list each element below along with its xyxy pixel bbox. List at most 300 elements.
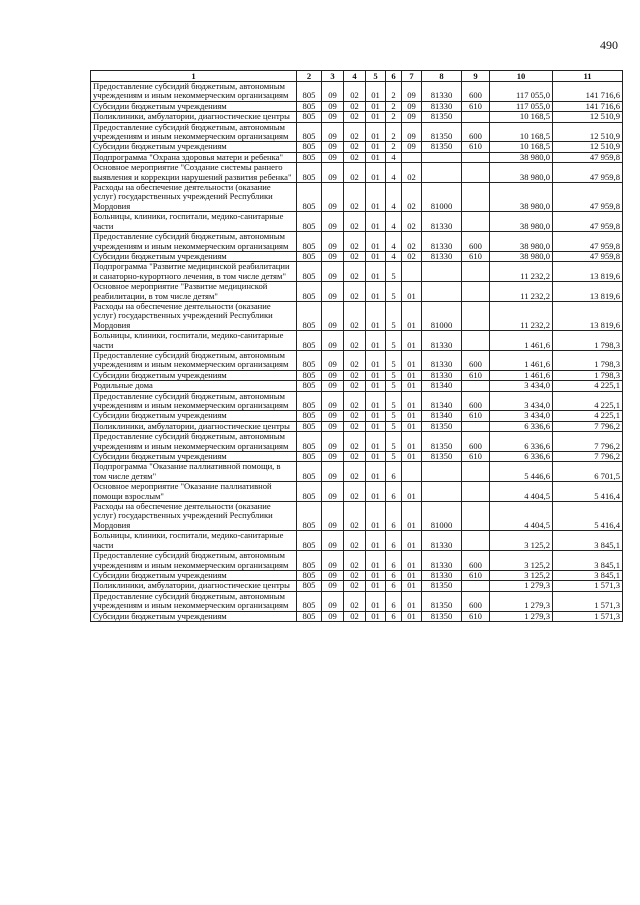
row-cell-col8: 81330 <box>422 232 462 252</box>
row-cell-col11: 47 959,8 <box>553 152 623 162</box>
row-cell-col9: 610 <box>462 452 490 462</box>
row-cell-col11: 47 959,8 <box>553 212 623 232</box>
row-cell-col10: 1 279,3 <box>490 581 553 591</box>
row-cell-col2: 805 <box>297 452 322 462</box>
row-cell-col2: 805 <box>297 411 322 421</box>
row-cell-col2: 805 <box>297 152 322 162</box>
row-cell-col3: 09 <box>322 163 344 183</box>
row-cell-col4: 02 <box>344 152 366 162</box>
row-cell-col3: 09 <box>322 432 344 452</box>
row-cell-col5: 01 <box>366 350 386 370</box>
row-cell-col10: 3 125,2 <box>490 570 553 580</box>
row-cell-col9 <box>462 502 490 531</box>
row-cell-col6: 2 <box>386 122 402 142</box>
row-cell-col9: 600 <box>462 232 490 252</box>
row-cell-col3: 09 <box>322 232 344 252</box>
row-cell-col3: 09 <box>322 502 344 531</box>
row-cell-col8: 81350 <box>422 112 462 122</box>
row-cell-col10: 11 232,2 <box>490 301 553 330</box>
row-cell-col8: 81330 <box>422 350 462 370</box>
row-cell-col10: 1 279,3 <box>490 591 553 611</box>
row-cell-col2: 805 <box>297 482 322 502</box>
row-cell-col2: 805 <box>297 82 322 102</box>
row-cell-col10: 6 336,6 <box>490 452 553 462</box>
row-cell-col6: 6 <box>386 591 402 611</box>
row-cell-col9: 610 <box>462 411 490 421</box>
row-cell-col11: 1 798,3 <box>553 331 623 351</box>
row-cell-col2: 805 <box>297 142 322 152</box>
header-cell-4: 4 <box>344 71 366 82</box>
table-row <box>91 163 623 183</box>
row-cell-col4: 02 <box>344 391 366 411</box>
row-name-cell: Больницы, клиники, госпитали, медико-санитарные части <box>91 212 297 232</box>
row-cell-col5: 01 <box>366 551 386 571</box>
row-cell-col6: 5 <box>386 350 402 370</box>
row-name-cell: Субсидии бюджетным учреждениям <box>91 370 297 380</box>
row-cell-col6: 6 <box>386 581 402 591</box>
row-cell-col4: 02 <box>344 502 366 531</box>
row-cell-col6: 5 <box>386 421 402 431</box>
row-cell-col4: 02 <box>344 282 366 302</box>
row-name-cell: Предоставление субсидий бюджетным, автономным учреждениям и иным некоммерческим организациям <box>91 350 297 370</box>
row-name-cell: Предоставление субсидий бюджетным, автономным учреждениям и иным некоммерческим организациям <box>91 391 297 411</box>
row-cell-col2: 805 <box>297 251 322 261</box>
row-cell-col3: 09 <box>322 570 344 580</box>
row-cell-col3: 09 <box>322 251 344 261</box>
row-cell-col2: 805 <box>297 112 322 122</box>
row-cell-col8 <box>422 462 462 482</box>
row-cell-col6: 2 <box>386 112 402 122</box>
row-cell-col5: 01 <box>366 112 386 122</box>
row-cell-col2: 805 <box>297 391 322 411</box>
row-cell-col3: 09 <box>322 112 344 122</box>
row-cell-col11: 12 510,9 <box>553 142 623 152</box>
row-name-cell: Поликлиники, амбулатории, диагностические центры <box>91 421 297 431</box>
row-cell-col6: 6 <box>386 462 402 482</box>
row-cell-col11: 141 716,6 <box>553 101 623 111</box>
row-cell-col11: 47 959,8 <box>553 232 623 252</box>
row-name-cell: Подпрограмма "Оказание паллиативной помощи, в том числе детям" <box>91 462 297 482</box>
row-cell-col5: 01 <box>366 370 386 380</box>
table-row <box>91 482 623 502</box>
row-name-cell: Основное мероприятие "Создание системы раннего выявления и коррекции нарушений развития ребенка" <box>91 163 297 183</box>
row-cell-col8 <box>422 282 462 302</box>
row-cell-col8: 81350 <box>422 122 462 142</box>
row-cell-col7: 09 <box>402 101 422 111</box>
table-row <box>91 591 623 611</box>
row-cell-col5: 01 <box>366 163 386 183</box>
row-cell-col11: 47 959,8 <box>553 251 623 261</box>
table-row <box>91 82 623 102</box>
row-cell-col3: 09 <box>322 462 344 482</box>
row-cell-col3: 09 <box>322 183 344 212</box>
row-cell-col6: 5 <box>386 411 402 421</box>
row-cell-col4: 02 <box>344 570 366 580</box>
row-cell-col7: 01 <box>402 432 422 452</box>
row-cell-col11: 3 845,1 <box>553 551 623 571</box>
table-row <box>91 282 623 302</box>
row-cell-col7: 01 <box>402 370 422 380</box>
row-cell-col2: 805 <box>297 282 322 302</box>
table-row <box>91 262 623 282</box>
row-cell-col10: 4 404,5 <box>490 502 553 531</box>
row-cell-col4: 02 <box>344 452 366 462</box>
table-row <box>91 452 623 462</box>
row-cell-col2: 805 <box>297 381 322 391</box>
row-cell-col5: 01 <box>366 122 386 142</box>
row-cell-col6: 4 <box>386 212 402 232</box>
row-cell-col5: 01 <box>366 212 386 232</box>
row-cell-col3: 09 <box>322 452 344 462</box>
row-cell-col7: 01 <box>402 611 422 621</box>
row-cell-col8: 81330 <box>422 551 462 571</box>
row-cell-col6: 6 <box>386 570 402 580</box>
row-cell-col8: 81350 <box>422 581 462 591</box>
row-cell-col10: 38 980,0 <box>490 212 553 232</box>
row-cell-col7: 01 <box>402 350 422 370</box>
row-cell-col4: 02 <box>344 122 366 142</box>
row-cell-col9: 610 <box>462 570 490 580</box>
row-cell-col3: 09 <box>322 421 344 431</box>
row-cell-col5: 01 <box>366 282 386 302</box>
row-cell-col10: 1 279,3 <box>490 611 553 621</box>
row-cell-col6: 5 <box>386 282 402 302</box>
row-cell-col2: 805 <box>297 581 322 591</box>
row-cell-col3: 09 <box>322 142 344 152</box>
row-cell-col4: 02 <box>344 232 366 252</box>
header-cell-2: 2 <box>297 71 322 82</box>
row-cell-col7: 02 <box>402 183 422 212</box>
row-name-cell: Предоставление субсидий бюджетным, автономным учреждениям и иным некоммерческим организациям <box>91 122 297 142</box>
row-cell-col4: 02 <box>344 432 366 452</box>
row-cell-col9 <box>462 381 490 391</box>
row-cell-col6: 5 <box>386 262 402 282</box>
row-cell-col11: 13 819,6 <box>553 262 623 282</box>
row-cell-col7: 01 <box>402 452 422 462</box>
row-cell-col3: 09 <box>322 531 344 551</box>
row-cell-col7: 02 <box>402 163 422 183</box>
row-cell-col9: 610 <box>462 101 490 111</box>
row-cell-col11: 12 510,9 <box>553 112 623 122</box>
header-cell-3: 3 <box>322 71 344 82</box>
row-cell-col5: 01 <box>366 183 386 212</box>
row-cell-col8 <box>422 152 462 162</box>
row-cell-col2: 805 <box>297 611 322 621</box>
row-cell-col2: 805 <box>297 370 322 380</box>
table-row <box>91 611 623 621</box>
row-cell-col11: 3 845,1 <box>553 570 623 580</box>
row-name-cell: Больницы, клиники, госпитали, медико-санитарные части <box>91 531 297 551</box>
row-cell-col9 <box>462 152 490 162</box>
row-cell-col9 <box>462 581 490 591</box>
row-cell-col4: 02 <box>344 411 366 421</box>
row-cell-col11: 12 510,9 <box>553 122 623 142</box>
row-cell-col3: 09 <box>322 301 344 330</box>
row-cell-col9: 610 <box>462 142 490 152</box>
row-cell-col5: 01 <box>366 531 386 551</box>
row-cell-col9 <box>462 163 490 183</box>
row-cell-col8: 81000 <box>422 301 462 330</box>
row-cell-col5: 01 <box>366 502 386 531</box>
row-cell-col7: 01 <box>402 421 422 431</box>
row-cell-col3: 09 <box>322 581 344 591</box>
row-cell-col5: 01 <box>366 482 386 502</box>
row-cell-col7: 09 <box>402 82 422 102</box>
row-cell-col10: 117 055,0 <box>490 82 553 102</box>
table-row <box>91 232 623 252</box>
row-name-cell: Расходы на обеспечение деятельности (оказание услуг) государственных учреждений Республики Мордовия <box>91 183 297 212</box>
row-cell-col11: 13 819,6 <box>553 282 623 302</box>
table-row <box>91 331 623 351</box>
row-cell-col11: 141 716,6 <box>553 82 623 102</box>
row-cell-col9: 600 <box>462 391 490 411</box>
row-cell-col7: 01 <box>402 301 422 330</box>
row-cell-col7: 02 <box>402 251 422 261</box>
row-cell-col5: 01 <box>366 570 386 580</box>
row-cell-col10: 38 980,0 <box>490 183 553 212</box>
row-cell-col10: 38 980,0 <box>490 232 553 252</box>
header-cell-10: 10 <box>490 71 553 82</box>
row-cell-col6: 2 <box>386 101 402 111</box>
row-cell-col11: 4 225,1 <box>553 381 623 391</box>
table-row <box>91 462 623 482</box>
row-cell-col2: 805 <box>297 462 322 482</box>
row-cell-col7: 01 <box>402 591 422 611</box>
row-name-cell: Расходы на обеспечение деятельности (оказание услуг) государственных учреждений Республики Мордовия <box>91 301 297 330</box>
row-cell-col6: 5 <box>386 381 402 391</box>
row-cell-col5: 01 <box>366 591 386 611</box>
row-name-cell: Расходы на обеспечение деятельности (оказание услуг) государственных учреждений Республики Мордовия <box>91 502 297 531</box>
row-cell-col4: 02 <box>344 581 366 591</box>
row-cell-col7: 01 <box>402 502 422 531</box>
row-cell-col8 <box>422 262 462 282</box>
table-row <box>91 411 623 421</box>
row-cell-col3: 09 <box>322 331 344 351</box>
row-cell-col4: 02 <box>344 101 366 111</box>
row-cell-col4: 02 <box>344 611 366 621</box>
row-name-cell: Поликлиники, амбулатории, диагностические центры <box>91 112 297 122</box>
row-cell-col9: 610 <box>462 611 490 621</box>
row-cell-col7: 01 <box>402 581 422 591</box>
row-cell-col2: 805 <box>297 183 322 212</box>
table-row <box>91 551 623 571</box>
row-cell-col7: 01 <box>402 331 422 351</box>
row-cell-col7: 01 <box>402 570 422 580</box>
row-cell-col5: 01 <box>366 581 386 591</box>
row-cell-col7: 01 <box>402 391 422 411</box>
row-cell-col9: 600 <box>462 350 490 370</box>
row-cell-col10: 1 461,6 <box>490 350 553 370</box>
row-cell-col9 <box>462 282 490 302</box>
row-cell-col8: 81330 <box>422 531 462 551</box>
row-cell-col10: 6 336,6 <box>490 421 553 431</box>
table-row <box>91 301 623 330</box>
header-cell-9: 9 <box>462 71 490 82</box>
row-cell-col9 <box>462 531 490 551</box>
row-cell-col6: 5 <box>386 432 402 452</box>
row-cell-col7: 09 <box>402 112 422 122</box>
row-cell-col10: 3 434,0 <box>490 381 553 391</box>
row-name-cell: Субсидии бюджетным учреждениям <box>91 101 297 111</box>
row-cell-col8: 81350 <box>422 142 462 152</box>
row-cell-col7 <box>402 462 422 482</box>
row-cell-col11: 1 571,3 <box>553 581 623 591</box>
row-cell-col2: 805 <box>297 591 322 611</box>
row-cell-col3: 09 <box>322 82 344 102</box>
row-cell-col2: 805 <box>297 331 322 351</box>
row-cell-col9: 600 <box>462 432 490 452</box>
row-cell-col6: 6 <box>386 531 402 551</box>
row-cell-col6: 2 <box>386 82 402 102</box>
row-cell-col7: 01 <box>402 381 422 391</box>
row-cell-col7: 01 <box>402 531 422 551</box>
table-row <box>91 122 623 142</box>
row-cell-col7: 01 <box>402 482 422 502</box>
row-cell-col10: 6 336,6 <box>490 432 553 452</box>
row-cell-col4: 02 <box>344 350 366 370</box>
row-cell-col10: 1 461,6 <box>490 331 553 351</box>
row-cell-col3: 09 <box>322 122 344 142</box>
row-cell-col8 <box>422 482 462 502</box>
row-cell-col9 <box>462 421 490 431</box>
row-cell-col4: 02 <box>344 331 366 351</box>
row-cell-col2: 805 <box>297 122 322 142</box>
row-cell-col8: 81350 <box>422 611 462 621</box>
row-cell-col5: 01 <box>366 232 386 252</box>
row-cell-col8: 81340 <box>422 381 462 391</box>
row-cell-col4: 02 <box>344 163 366 183</box>
row-cell-col5: 01 <box>366 391 386 411</box>
row-cell-col5: 01 <box>366 142 386 152</box>
row-cell-col11: 7 796,2 <box>553 421 623 431</box>
row-cell-col2: 805 <box>297 432 322 452</box>
row-cell-col4: 02 <box>344 142 366 152</box>
table-row <box>91 531 623 551</box>
row-cell-col4: 02 <box>344 112 366 122</box>
row-cell-col6: 5 <box>386 331 402 351</box>
row-cell-col8: 81350 <box>422 452 462 462</box>
table-row <box>91 570 623 580</box>
row-cell-col6: 6 <box>386 611 402 621</box>
table-row <box>91 421 623 431</box>
row-cell-col5: 01 <box>366 381 386 391</box>
row-cell-col2: 805 <box>297 301 322 330</box>
row-cell-col8: 81350 <box>422 421 462 431</box>
row-cell-col2: 805 <box>297 502 322 531</box>
row-cell-col10: 10 168,5 <box>490 122 553 142</box>
row-cell-col4: 02 <box>344 301 366 330</box>
row-cell-col5: 01 <box>366 462 386 482</box>
row-cell-col11: 5 416,4 <box>553 502 623 531</box>
row-cell-col8: 81340 <box>422 391 462 411</box>
row-cell-col9: 610 <box>462 251 490 261</box>
row-cell-col6: 4 <box>386 163 402 183</box>
row-name-cell: Основное мероприятие "Развитие медицинской реабилитации, в том числе детям" <box>91 282 297 302</box>
row-cell-col6: 6 <box>386 482 402 502</box>
row-cell-col6: 5 <box>386 301 402 330</box>
row-cell-col6: 4 <box>386 152 402 162</box>
row-cell-col2: 805 <box>297 350 322 370</box>
row-cell-col8: 81330 <box>422 101 462 111</box>
row-cell-col9 <box>462 331 490 351</box>
table-row <box>91 502 623 531</box>
header-cell-8: 8 <box>422 71 462 82</box>
row-name-cell: Предоставление субсидий бюджетным, автономным учреждениям и иным некоммерческим организациям <box>91 551 297 571</box>
row-name-cell: Подпрограмма "Развитие медицинской реабилитации и санаторно-курортного лечения, в том числе детям" <box>91 262 297 282</box>
row-cell-col9 <box>462 112 490 122</box>
header-cell-11: 11 <box>553 71 623 82</box>
row-cell-col10: 10 168,5 <box>490 112 553 122</box>
row-cell-col11: 3 845,1 <box>553 531 623 551</box>
row-cell-col2: 805 <box>297 531 322 551</box>
row-cell-col10: 11 232,2 <box>490 282 553 302</box>
row-cell-col3: 09 <box>322 411 344 421</box>
row-name-cell: Субсидии бюджетным учреждениям <box>91 411 297 421</box>
row-cell-col6: 2 <box>386 142 402 152</box>
row-cell-col7 <box>402 262 422 282</box>
row-name-cell: Предоставление субсидий бюджетным, автономным учреждениям и иным некоммерческим организациям <box>91 432 297 452</box>
row-cell-col5: 01 <box>366 432 386 452</box>
row-cell-col2: 805 <box>297 570 322 580</box>
row-cell-col4: 02 <box>344 551 366 571</box>
table-row <box>91 142 623 152</box>
table-row <box>91 391 623 411</box>
table-row <box>91 581 623 591</box>
row-cell-col11: 1 798,3 <box>553 370 623 380</box>
row-cell-col6: 4 <box>386 183 402 212</box>
table-row <box>91 101 623 111</box>
row-name-cell: Субсидии бюджетным учреждениям <box>91 611 297 621</box>
row-cell-col11: 13 819,6 <box>553 301 623 330</box>
row-cell-col4: 02 <box>344 381 366 391</box>
row-cell-col11: 1 571,3 <box>553 611 623 621</box>
table-row <box>91 350 623 370</box>
row-cell-col10: 38 980,0 <box>490 163 553 183</box>
row-cell-col2: 805 <box>297 551 322 571</box>
row-cell-col5: 01 <box>366 152 386 162</box>
row-name-cell: Родильные дома <box>91 381 297 391</box>
row-cell-col8: 81350 <box>422 432 462 452</box>
row-cell-col4: 02 <box>344 462 366 482</box>
row-cell-col3: 09 <box>322 152 344 162</box>
row-cell-col6: 6 <box>386 551 402 571</box>
row-cell-col2: 805 <box>297 101 322 111</box>
row-cell-col9: 600 <box>462 122 490 142</box>
row-cell-col3: 09 <box>322 551 344 571</box>
row-cell-col2: 805 <box>297 421 322 431</box>
row-cell-col6: 4 <box>386 232 402 252</box>
row-cell-col9 <box>462 212 490 232</box>
row-cell-col7: 01 <box>402 411 422 421</box>
header-cell-7: 7 <box>402 71 422 82</box>
row-cell-col4: 02 <box>344 591 366 611</box>
row-cell-col4: 02 <box>344 262 366 282</box>
table-row <box>91 112 623 122</box>
header-cell-5: 5 <box>366 71 386 82</box>
row-cell-col11: 5 416,4 <box>553 482 623 502</box>
table-row <box>91 381 623 391</box>
table-row <box>91 370 623 380</box>
row-cell-col6: 4 <box>386 251 402 261</box>
table-row <box>91 212 623 232</box>
row-cell-col5: 01 <box>366 262 386 282</box>
row-cell-col10: 4 404,5 <box>490 482 553 502</box>
row-cell-col3: 09 <box>322 370 344 380</box>
row-cell-col4: 02 <box>344 212 366 232</box>
row-cell-col4: 02 <box>344 421 366 431</box>
row-cell-col7: 01 <box>402 282 422 302</box>
row-name-cell: Подпрограмма "Охрана здоровья матери и ребенка" <box>91 152 297 162</box>
